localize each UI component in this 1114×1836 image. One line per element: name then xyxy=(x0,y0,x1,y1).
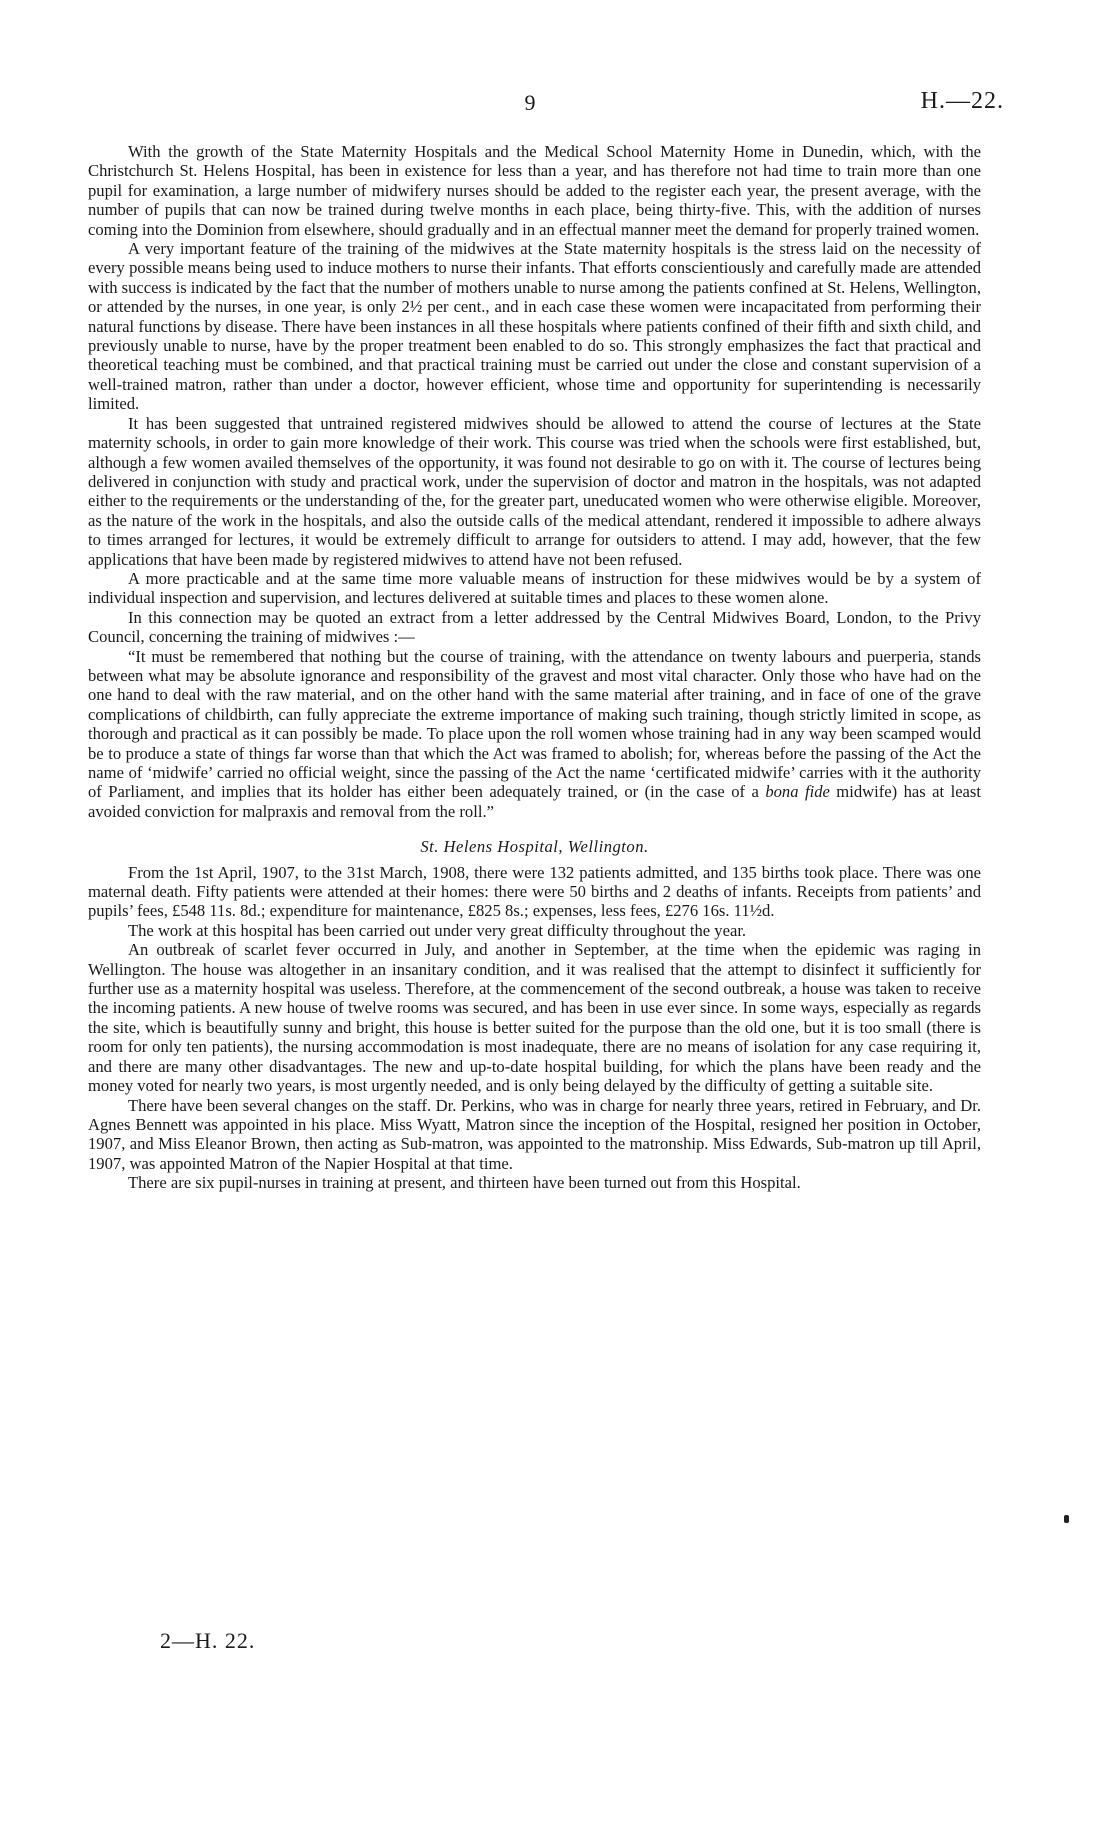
paragraph: There are six pupil-nurses in training at present, and thirteen have been turned out from this Hospital. xyxy=(128,1173,801,1193)
ink-speck xyxy=(1064,1515,1069,1523)
paragraph: There have been several changes on the staff. Dr. Perkins, who was in charge for nearly three years, retired in February, and Dr. Agnes Bennett was appointed in his place. Miss Wyatt, Matron since the inception of the Hospital, resigned her position in October, 1907, and Miss Eleanor Brown, then acting as Sub-matron, was appointed to the matronship. Miss Edwards, Sub-matron up till April, 1907, was appointed Matron of the Napier Hospital at that time. xyxy=(88,1095,981,1173)
document-reference: H.—22. xyxy=(920,88,1004,114)
paragraph: A more practicable and at the same time more valuable means of instruction for these midwives would be by a system of individual inspection and supervision, and lectures delivered at suitable times and places to these women alone. xyxy=(88,568,981,608)
paragraph: A very important feature of the training of the midwives at the State maternity hospitals is the stress laid on the necessity of every possible means being used to induce mothers to nurse their infants. That efforts conscientiously and carefully made are attended with success is indicated by the fact that the number of mothers unable to nurse among the patients confined at St. Helens, Wellington, or attended by the nurses, in one year, is only 2½ per cent., and in each case these women were incapacitated from performing their natural functions by disease. There have been instances in all these hospitals where patients confined of their fifth and sixth child, and previously unable to nurse, have by the proper treatment been enabled to do so. This strongly emphasizes the fact that practical and theoretical teaching must be combined, and that practical training must be carried out under the close and constant supervision of a well-trained matron, rather than under a doctor, however efficient, whose time and opportunity for superintending is necessarily limited. xyxy=(88,239,981,414)
page-number: 9 xyxy=(524,90,536,115)
paragraph: From the 1st April, 1907, to the 31st March, 1908, there were 132 patients admitted, and 135 births took place. There was one maternal death. Fifty patients were attended at their homes: there were 50 births and 2 deaths of infants. Receipts from patients’ and pupils’ fees, £548 11s. 8d.; expenditure for maintenance, £825 8s.; expenses, less fees, £276 16s. 11½d. xyxy=(88,862,981,921)
document-body xyxy=(88,142,981,1193)
paragraph: An outbreak of scarlet fever occurred in July, and another in September, at the time when the epidemic was raging in Wellington. The house was altogether in an insanitary condition, and it was realised that the attempt to disinfect it sufficiently for further use as a maternity hospital was useless. Therefore, at the commencement of the second outbreak, a house was taken to receive the incoming patients. A new house of twelve rooms was secured, and has been in use ever since. In some ways, especially as regards the site, which is beautifully sunny and bright, this house is better suited for the purpose than the old one, but it is too small (there is room for only ten patients), the nursing accommodation is most inadequate, there are no means of isolation for any case requiring it, and there are many other disadvantages. The new and up-to-date hospital building, for which the plans have been ready and the money voted for nearly two years, is most urgently needed, and is only being delayed by the difficulty of getting a suitable site. xyxy=(88,940,981,1096)
section-heading: St. Helens Hospital, Wellington. xyxy=(420,837,649,857)
paragraph: The work at this hospital has been carried out under very great difficulty throughout the year. xyxy=(128,920,747,940)
quote-italic-term: bona fide xyxy=(765,782,830,802)
quote-text: “It must be remembered that nothing but the course of training, with the attendance on twenty labours and puerperia, stands between what may be absolute ignorance and responsibility of the gravest and most vital character. Only those who have had on the one hand to deal with the raw material, and on the other hand with the same material after training, and in face of one of the grave complications of childbirth, can fully appreciate the extreme importance of making such training, though strictly limited in scope, as thorough and practical as it can possibly be made. To place upon the roll women whose training had in any way been scamped would be to produce a state of things far worse than that which the Act was framed to abolish; for, whereas before the passing of the Act the name of ‘midwife’ carried no official weight, since the passing of the Act the name ‘certificated midwife’ carries with it the authority of Parliament, and implies that its holder has either been adequately trained, or (in the case of a xyxy=(88,646,981,802)
quote-text-end: midwife) has at least avoided conviction for malpraxis and removal from the roll.” xyxy=(88,782,981,821)
paragraph: It has been suggested that untrained registered midwives should be allowed to attend the course of lectures at the State maternity schools, in order to gain more knowledge of their work. This course was tried when the schools were first established, but, although a few women availed themselves of the opportunity, it was found not desirable to go on with it. The course of lectures being delivered in conjunction with study and practical work, under the supervision of doctor and matron in the hospitals, was not adapted either to the requirements or the understanding of the, for the greater part, uneducated women who were otherwise eligible. Moreover, as the nature of the work in the hospitals, and also the outside calls of the medical attendant, rendered it impossible to adhere always to times arranged for lectures, it would be extremely difficult to arrange for outsiders to attend. I may add, however, that the few applications that have been made by registered midwives to attend have not been refused. xyxy=(88,413,981,569)
signature-mark: 2—H. 22. xyxy=(160,1628,256,1653)
quoted-extract xyxy=(88,647,981,822)
paragraph: With the growth of the State Maternity Hospitals and the Medical School Maternity Home in Dunedin, which, with the Christchurch St. Helens Hospital, has been in existence for less than a year, and has therefore not had time to train more than one pupil for examination, a large number of midwifery nurses should be added to the register each year, the present average, with the number of pupils that can now be trained during twelve months in each place, being thirty-five. This, with the addition of nurses coming into the Dominion from elsewhere, should gradually and in an effectual manner meet the demand for properly trained women. xyxy=(88,142,981,239)
paragraph: In this connection may be quoted an extract from a letter addressed by the Central Midwives Board, London, to the Privy Council, concerning the training of midwives :— xyxy=(88,607,981,647)
